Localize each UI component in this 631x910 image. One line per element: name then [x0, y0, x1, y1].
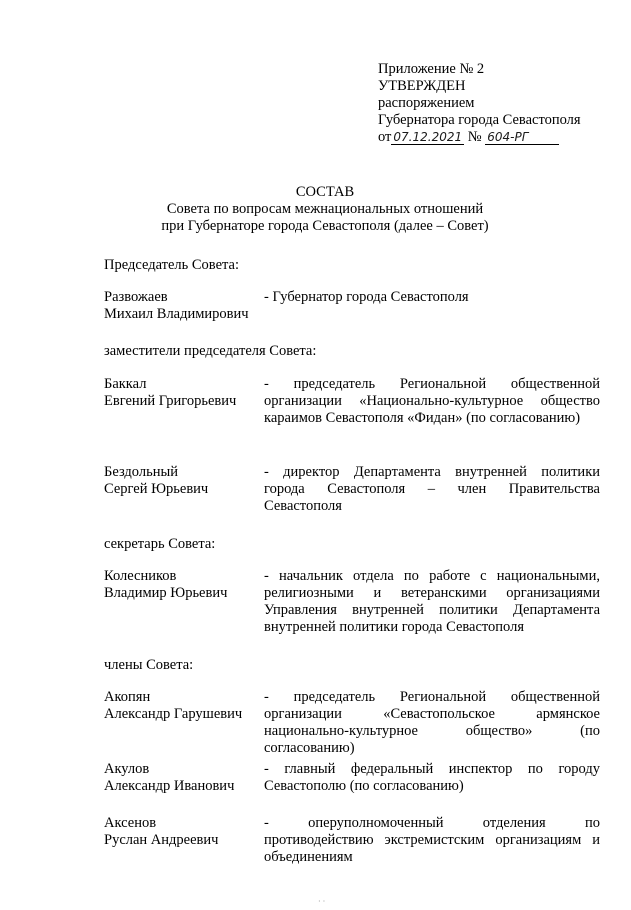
section-chairman: Председатель Совета:	[104, 257, 239, 273]
member-given-name: Владимир Юрьевич	[104, 585, 228, 601]
member-given-name: Михаил Владимирович	[104, 306, 249, 322]
member-given-name: Александр Иванович	[104, 778, 235, 794]
member-role: - директор Департамента внутренней политики города Севастополя – член Правительства Севастополя	[264, 464, 600, 514]
member-name	[104, 464, 260, 498]
member-surname: Акулов	[104, 761, 150, 777]
member-surname: Колесников	[104, 568, 177, 584]
title-heading: СОСТАВ	[295, 184, 355, 200]
member-name	[104, 815, 260, 849]
approved-label: УТВЕРЖДЕН	[378, 78, 466, 94]
title-line-2: при Губернаторе города Севастополя (далее – Совет)	[161, 218, 489, 234]
member-name	[104, 689, 260, 723]
section-secretary: секретарь Совета:	[104, 536, 216, 552]
document-title	[90, 184, 560, 235]
member-name	[104, 289, 260, 323]
member-name	[104, 376, 260, 410]
member-role: - председатель Региональной общественной организации «Национально-культурное общество караимов Севастополя «Фидан» (по согласованию)	[264, 376, 600, 426]
member-surname: Бездольный	[104, 464, 178, 480]
section-members: члены Совета:	[104, 657, 194, 673]
member-role: - председатель Региональной общественной организации «Севастопольское армянское национально-культурное общество» (по согласованию)	[264, 689, 600, 756]
member-given-name: Руслан Андреевич	[104, 832, 219, 848]
handwritten-date: 07.12.2021	[393, 130, 463, 144]
member-given-name: Евгений Григорьевич	[104, 393, 237, 409]
member-surname: Акопян	[104, 689, 151, 705]
issuer-label: Губернатора города Севастополя	[378, 112, 581, 128]
member-role: - начальник отдела по работе с национальными, религиозными и ветеранскими организациями Управления внутренней политики Департамента внутренней политики города Севастополя	[264, 568, 600, 635]
member-role: - главный федеральный инспектор по городу Севастополю (по согласованию)	[264, 761, 600, 794]
scan-artifact: · ·	[318, 897, 326, 906]
approval-block	[378, 61, 618, 146]
handwritten-number: 604-РГ	[485, 130, 559, 145]
member-name	[104, 568, 260, 602]
member-given-name: Александр Гарушевич	[104, 706, 243, 722]
member-given-name: Сергей Юрьевич	[104, 481, 209, 497]
member-role: - оперуполномоченный отделения по противодействию экстремистским организациям и объединениям	[264, 815, 600, 865]
title-line-1: Совета по вопросам межнациональных отношений	[166, 201, 484, 217]
order-label: распоряжением	[378, 95, 475, 111]
from-label: от	[378, 129, 392, 145]
order-date-number	[378, 129, 618, 146]
member-name	[104, 761, 260, 795]
section-deputies: заместители председателя Совета:	[104, 343, 317, 359]
member-surname: Баккал	[104, 376, 147, 392]
member-surname: Аксенов	[104, 815, 157, 831]
number-label: №	[467, 129, 482, 145]
member-role: - Губернатор города Севастополя	[264, 289, 469, 305]
member-surname: Развожаев	[104, 289, 168, 305]
appendix-number: Приложение № 2	[378, 61, 485, 77]
